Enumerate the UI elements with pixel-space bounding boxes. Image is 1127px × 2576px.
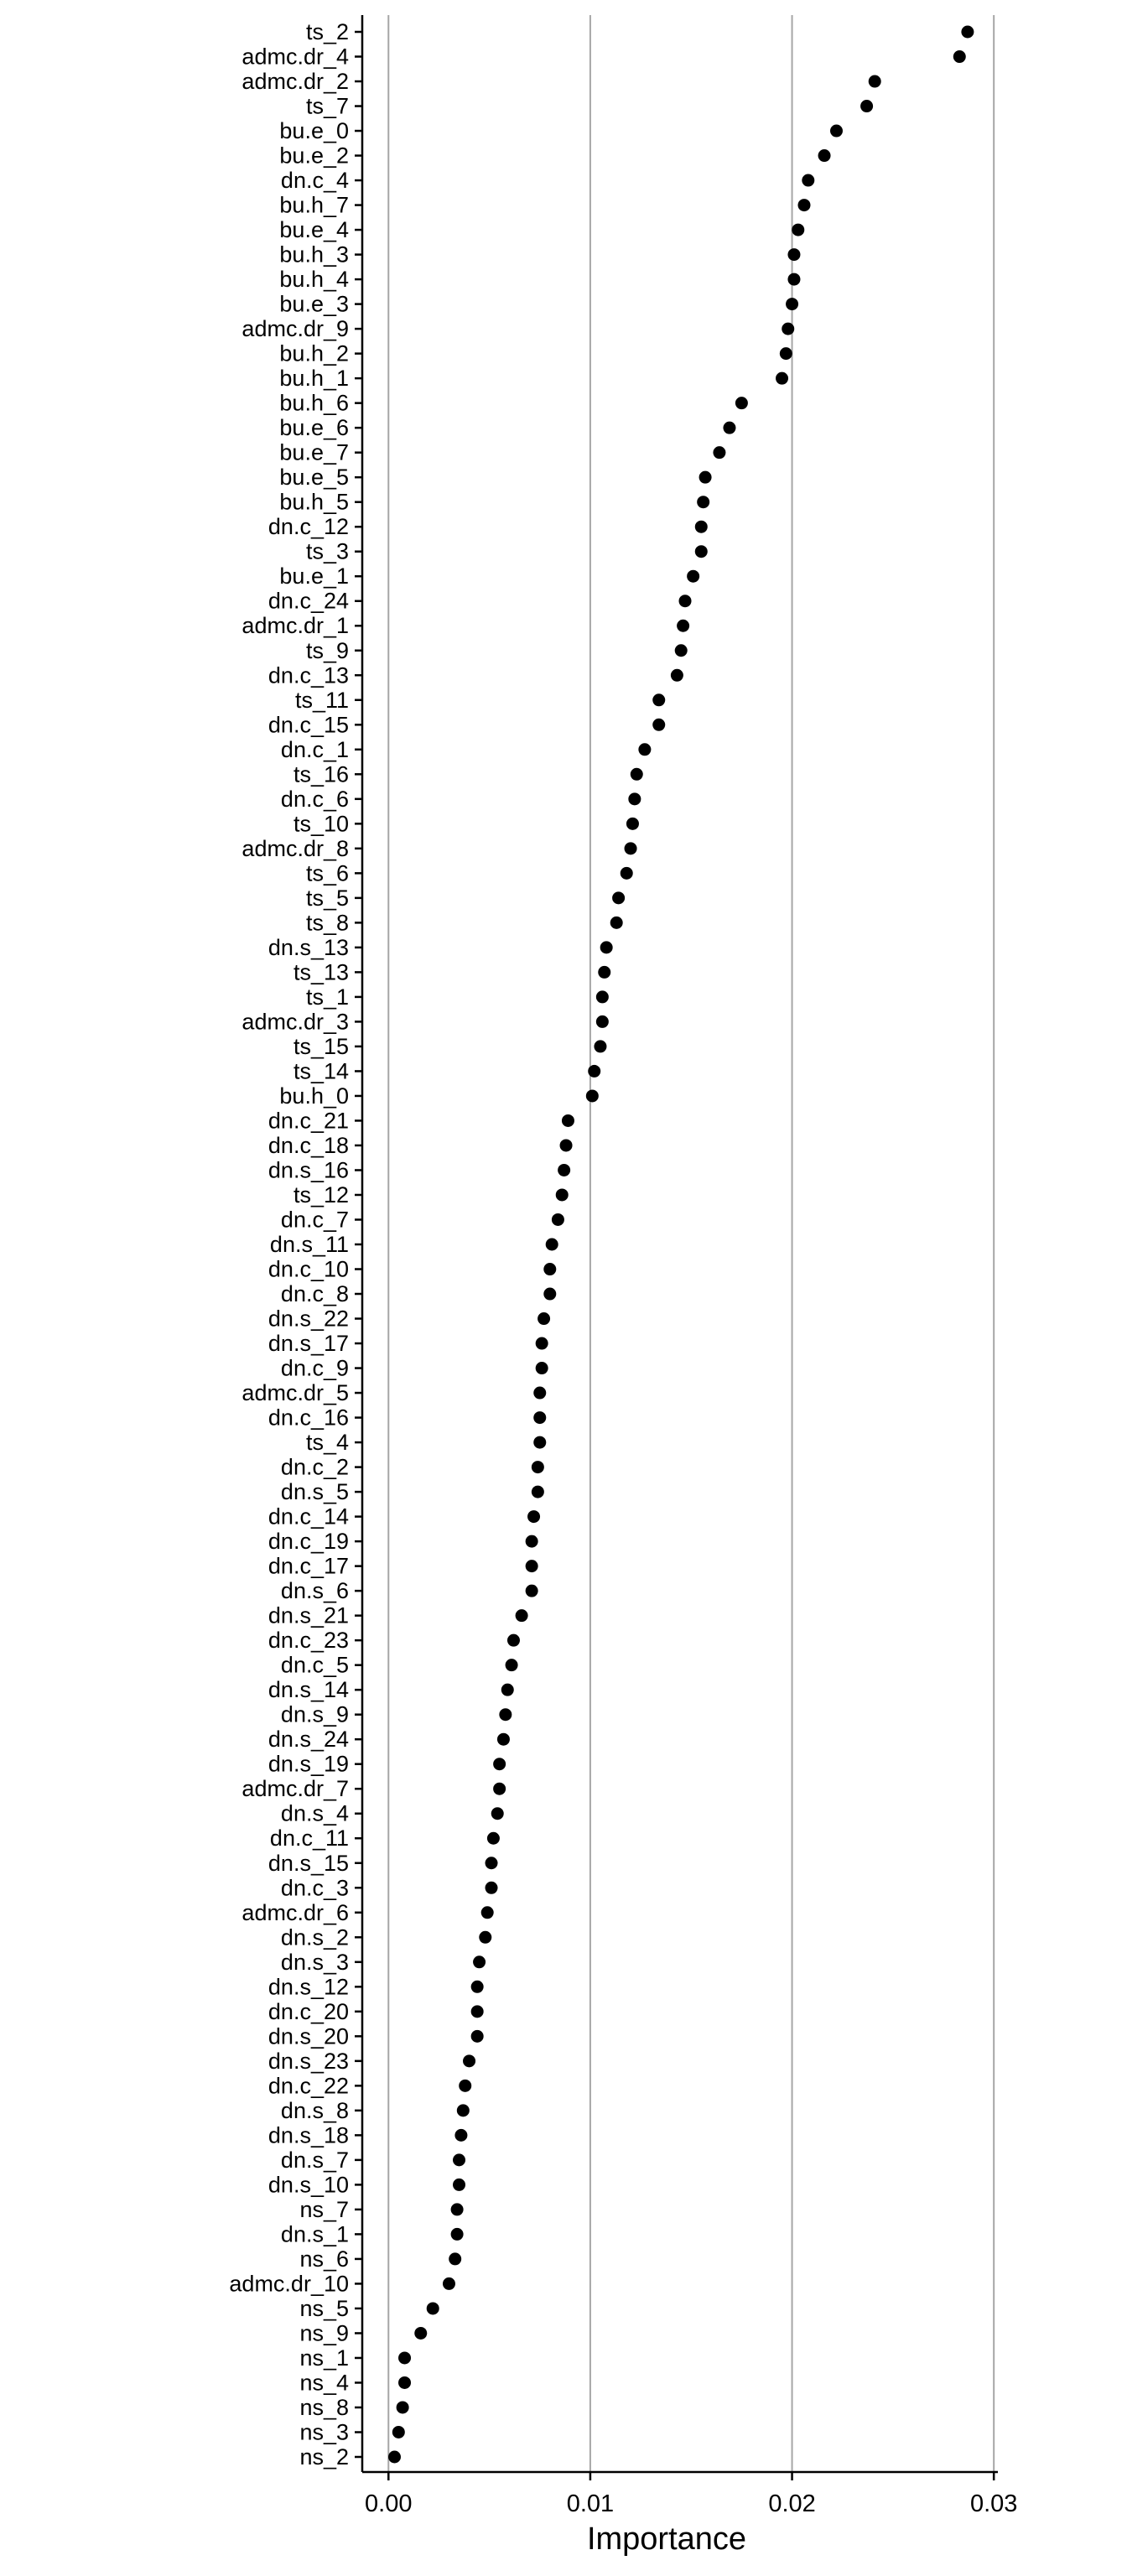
data-point: [802, 174, 814, 187]
y-tick-label: bu.h_4: [279, 267, 349, 293]
y-tick-label: admc.dr_1: [242, 613, 349, 639]
data-point: [451, 2228, 464, 2241]
y-tick-label: dn.c_4: [280, 168, 349, 194]
data-point: [486, 1857, 498, 1869]
y-tick-label: admc.dr_6: [242, 1899, 349, 1925]
data-point: [586, 1089, 599, 1102]
axes: [362, 15, 998, 2472]
data-point: [621, 867, 633, 880]
y-tick-label: dn.c_10: [267, 1256, 349, 1282]
data-point: [487, 1832, 500, 1845]
data-point: [869, 75, 881, 88]
y-tick-label: admc.dr_2: [242, 69, 349, 95]
data-point: [699, 471, 712, 484]
y-tick-label: bu.h_6: [279, 390, 349, 416]
y-tick-label: dn.c_9: [280, 1355, 349, 1381]
y-tick-label: dn.s_2: [280, 1924, 349, 1950]
y-tick-label: dn.s_24: [267, 1727, 349, 1753]
y-tick-label: ts_7: [305, 93, 349, 119]
y-tick-label: bu.h_7: [279, 192, 349, 218]
data-point: [532, 1486, 544, 1498]
data-points: [388, 26, 974, 2464]
data-point: [677, 620, 689, 632]
y-tick-label: admc.dr_7: [242, 1776, 349, 1802]
y-tick-label: dn.s_1: [280, 2221, 349, 2247]
y-tick-label: dn.s_3: [280, 1949, 349, 1975]
y-tick-label: ts_12: [293, 1182, 349, 1208]
y-tick-label: dn.s_11: [269, 1232, 349, 1257]
y-tick-label: dn.s_13: [267, 934, 349, 960]
data-point: [533, 1411, 546, 1424]
y-tick-label: dn.s_5: [280, 1479, 349, 1505]
data-point: [532, 1461, 544, 1473]
y-tick-label: dn.c_12: [267, 514, 349, 540]
y-tick-label: admc.dr_9: [242, 316, 349, 342]
data-point: [546, 1239, 558, 1251]
data-point: [695, 545, 708, 558]
data-point: [735, 397, 748, 409]
y-tick-label: bu.e_6: [279, 415, 349, 441]
data-point: [398, 2351, 411, 2364]
data-point: [497, 1733, 510, 1746]
data-point: [491, 1807, 504, 1820]
y-tick-label: dn.c_20: [267, 1998, 349, 2024]
x-tick-labels: [365, 2472, 1017, 2517]
data-point: [543, 1263, 556, 1275]
data-point: [818, 149, 831, 162]
y-tick-label: dn.c_7: [280, 1207, 349, 1233]
data-point: [526, 1535, 538, 1548]
data-point: [493, 1758, 506, 1770]
y-tick-label: ts_14: [293, 1058, 349, 1084]
data-point: [594, 1040, 606, 1052]
y-tick-label: dn.c_15: [267, 712, 349, 738]
y-tick-label: ts_13: [293, 959, 349, 985]
data-point: [671, 669, 683, 682]
data-point: [427, 2302, 439, 2314]
y-tick-label: bu.h_5: [279, 489, 349, 515]
y-tick-label: dn.c_18: [267, 1132, 349, 1158]
data-point: [695, 521, 708, 533]
data-point: [612, 891, 625, 904]
y-tick-label: ts_3: [305, 538, 349, 564]
data-point: [471, 1981, 484, 1993]
y-tick-label: ns_3: [299, 2419, 349, 2445]
y-tick-label: dn.c_5: [280, 1652, 349, 1678]
data-point: [598, 966, 610, 979]
y-tick-label: admc.dr_4: [242, 44, 349, 70]
y-tick-label: dn.s_15: [267, 1850, 349, 1876]
y-tick-label: dn.c_16: [267, 1405, 349, 1431]
y-tick-label: ns_1: [299, 2345, 349, 2371]
y-tick-label: bu.e_1: [279, 564, 349, 589]
data-point: [533, 1436, 546, 1449]
y-tick-label: dn.c_21: [267, 1108, 349, 1134]
y-tick-label: bu.h_3: [279, 242, 349, 267]
x-tick-label-1: 0.01: [566, 2490, 615, 2517]
data-point: [560, 1139, 573, 1151]
data-point: [675, 644, 688, 657]
data-point: [526, 1585, 538, 1597]
y-tick-label: ns_9: [299, 2320, 349, 2346]
data-point: [652, 719, 665, 731]
data-point: [631, 768, 643, 781]
y-tick-label: dn.s_6: [280, 1578, 349, 1604]
data-point: [457, 2104, 470, 2116]
y-tick-label: dn.s_17: [267, 1331, 349, 1357]
data-point: [713, 446, 725, 459]
y-tick-label: ts_1: [305, 984, 349, 1010]
y-tick-label: dn.s_23: [267, 2048, 349, 2074]
data-point: [679, 595, 692, 607]
data-point: [782, 323, 794, 335]
data-point: [471, 2005, 484, 2018]
data-point: [526, 1560, 538, 1572]
y-tick-label: bu.e_2: [279, 143, 349, 169]
y-tick-label: dn.s_7: [280, 2147, 349, 2173]
y-tick-label: dn.c_23: [267, 1628, 349, 1654]
y-tick-label: dn.s_12: [267, 1974, 349, 2000]
data-point: [414, 2327, 427, 2340]
y-tick-label: bu.h_2: [279, 340, 349, 366]
data-point: [961, 26, 974, 39]
y-tick-label: ns_5: [299, 2295, 349, 2321]
data-point: [516, 1609, 528, 1622]
data-point: [562, 1114, 574, 1127]
data-point: [397, 2401, 409, 2413]
data-point: [388, 2451, 401, 2464]
data-point: [625, 842, 637, 854]
data-point: [776, 372, 788, 385]
y-tick-label: dn.c_11: [269, 1826, 349, 1852]
data-point: [471, 2030, 484, 2043]
y-tick-label: ts_16: [293, 761, 349, 787]
y-tick-label: ts_10: [293, 811, 349, 837]
y-tick-label: bu.h_0: [279, 1083, 349, 1109]
y-tick-label: dn.s_9: [280, 1701, 349, 1727]
y-tick-label: ts_4: [305, 1430, 349, 1456]
data-point: [792, 224, 804, 236]
y-tick-label: dn.s_19: [267, 1751, 349, 1777]
data-point: [596, 990, 609, 1003]
data-point: [687, 570, 699, 583]
data-point: [443, 2277, 455, 2290]
y-tick-label: ns_8: [299, 2394, 349, 2420]
y-tick-label: dn.s_22: [267, 1306, 349, 1332]
data-point: [392, 2426, 405, 2438]
y-tick-label: dn.c_3: [280, 1875, 349, 1901]
data-point: [697, 496, 709, 508]
data-point: [398, 2376, 411, 2389]
y-tick-label: bu.e_4: [279, 217, 349, 243]
y-tick-label: ns_7: [299, 2196, 349, 2222]
y-tick-label: dn.c_1: [280, 736, 349, 762]
y-tick-label: dn.s_16: [267, 1157, 349, 1183]
data-point: [830, 125, 843, 138]
data-point: [600, 941, 613, 953]
data-point: [543, 1288, 556, 1301]
y-tick-label: dn.s_20: [267, 2023, 349, 2049]
data-point: [527, 1510, 540, 1523]
y-tick-label: ts_8: [305, 910, 349, 936]
data-point: [787, 273, 800, 286]
y-tick-label: bu.e_7: [279, 439, 349, 465]
data-point: [507, 1634, 520, 1647]
data-point: [486, 1882, 498, 1894]
y-tick-label: bu.e_0: [279, 118, 349, 144]
data-point: [459, 2080, 471, 2092]
data-point: [449, 2252, 461, 2265]
y-tick-label: ts_5: [305, 885, 349, 911]
y-tick-label: ts_6: [305, 860, 349, 886]
data-point: [588, 1065, 600, 1078]
y-tick-label: dn.c_2: [280, 1454, 349, 1480]
x-tick-label-0: 0.00: [365, 2490, 413, 2517]
data-point: [533, 1387, 546, 1400]
y-tick-label: bu.e_5: [279, 465, 349, 491]
data-point: [506, 1659, 518, 1671]
data-point: [453, 2153, 465, 2166]
y-tick-label: dn.c_14: [267, 1504, 349, 1530]
y-tick-label: bu.e_3: [279, 291, 349, 317]
y-tick-label: dn.s_14: [267, 1677, 349, 1703]
data-point: [628, 792, 641, 805]
data-point: [463, 2054, 475, 2067]
gridlines: [388, 15, 994, 2472]
y-tick-label: ns_2: [299, 2444, 349, 2470]
y-tick-label: dn.s_8: [280, 2097, 349, 2123]
y-tick-label: ts_9: [305, 637, 349, 663]
y-tick-label: dn.s_21: [267, 1602, 349, 1628]
data-point: [536, 1337, 548, 1350]
y-tick-label: dn.c_13: [267, 662, 349, 688]
y-tick-label: dn.c_19: [267, 1529, 349, 1555]
data-point: [638, 743, 651, 756]
data-point: [481, 1906, 494, 1919]
data-point: [552, 1213, 564, 1226]
y-tick-label: admc.dr_3: [242, 1009, 349, 1035]
y-tick-label: dn.s_4: [280, 1800, 349, 1826]
y-tick-label: dn.s_10: [267, 2172, 349, 2198]
data-point: [538, 1312, 550, 1325]
data-point: [501, 1684, 514, 1696]
y-tick-label: admc.dr_8: [242, 835, 349, 861]
data-point: [453, 2179, 465, 2191]
data-point: [454, 2129, 467, 2142]
x-axis-title: Importance: [586, 2521, 747, 2557]
data-point: [493, 1783, 506, 1795]
data-point: [787, 248, 800, 261]
data-point: [610, 917, 623, 929]
data-point: [451, 2203, 464, 2215]
data-point: [596, 1015, 609, 1028]
y-tick-label: ts_11: [294, 687, 349, 713]
data-point: [860, 100, 873, 112]
data-point: [797, 199, 810, 211]
y-tick-label: dn.c_24: [267, 588, 349, 614]
data-point: [626, 818, 639, 830]
y-tick-label: dn.c_6: [280, 786, 349, 812]
y-tick-label: ts_15: [293, 1033, 349, 1059]
data-point: [558, 1164, 570, 1176]
y-tick-label: ts_2: [305, 19, 349, 44]
data-point: [652, 693, 665, 706]
y-tick-label: dn.c_22: [267, 2073, 349, 2099]
y-tick-label: bu.h_1: [279, 366, 349, 392]
y-tick-label: dn.s_18: [267, 2122, 349, 2148]
data-point: [536, 1362, 548, 1374]
data-point: [556, 1188, 569, 1201]
data-point: [780, 347, 792, 360]
y-tick-label: admc.dr_10: [229, 2271, 349, 2297]
y-tick-label: ns_6: [299, 2246, 349, 2272]
data-point: [953, 50, 966, 63]
data-point: [499, 1708, 512, 1721]
y-tick-label: dn.c_17: [267, 1553, 349, 1579]
data-point: [479, 1931, 491, 1944]
y-tick-label: dn.c_8: [280, 1281, 349, 1307]
y-tick-labels: [229, 19, 362, 2470]
data-point: [723, 422, 735, 434]
x-tick-label-3: 0.03: [969, 2490, 1018, 2517]
data-point: [786, 298, 798, 310]
y-tick-label: admc.dr_5: [242, 1380, 349, 1406]
x-tick-label-2: 0.02: [768, 2490, 816, 2517]
y-tick-label: ns_4: [299, 2370, 349, 2396]
data-point: [473, 1955, 486, 1968]
